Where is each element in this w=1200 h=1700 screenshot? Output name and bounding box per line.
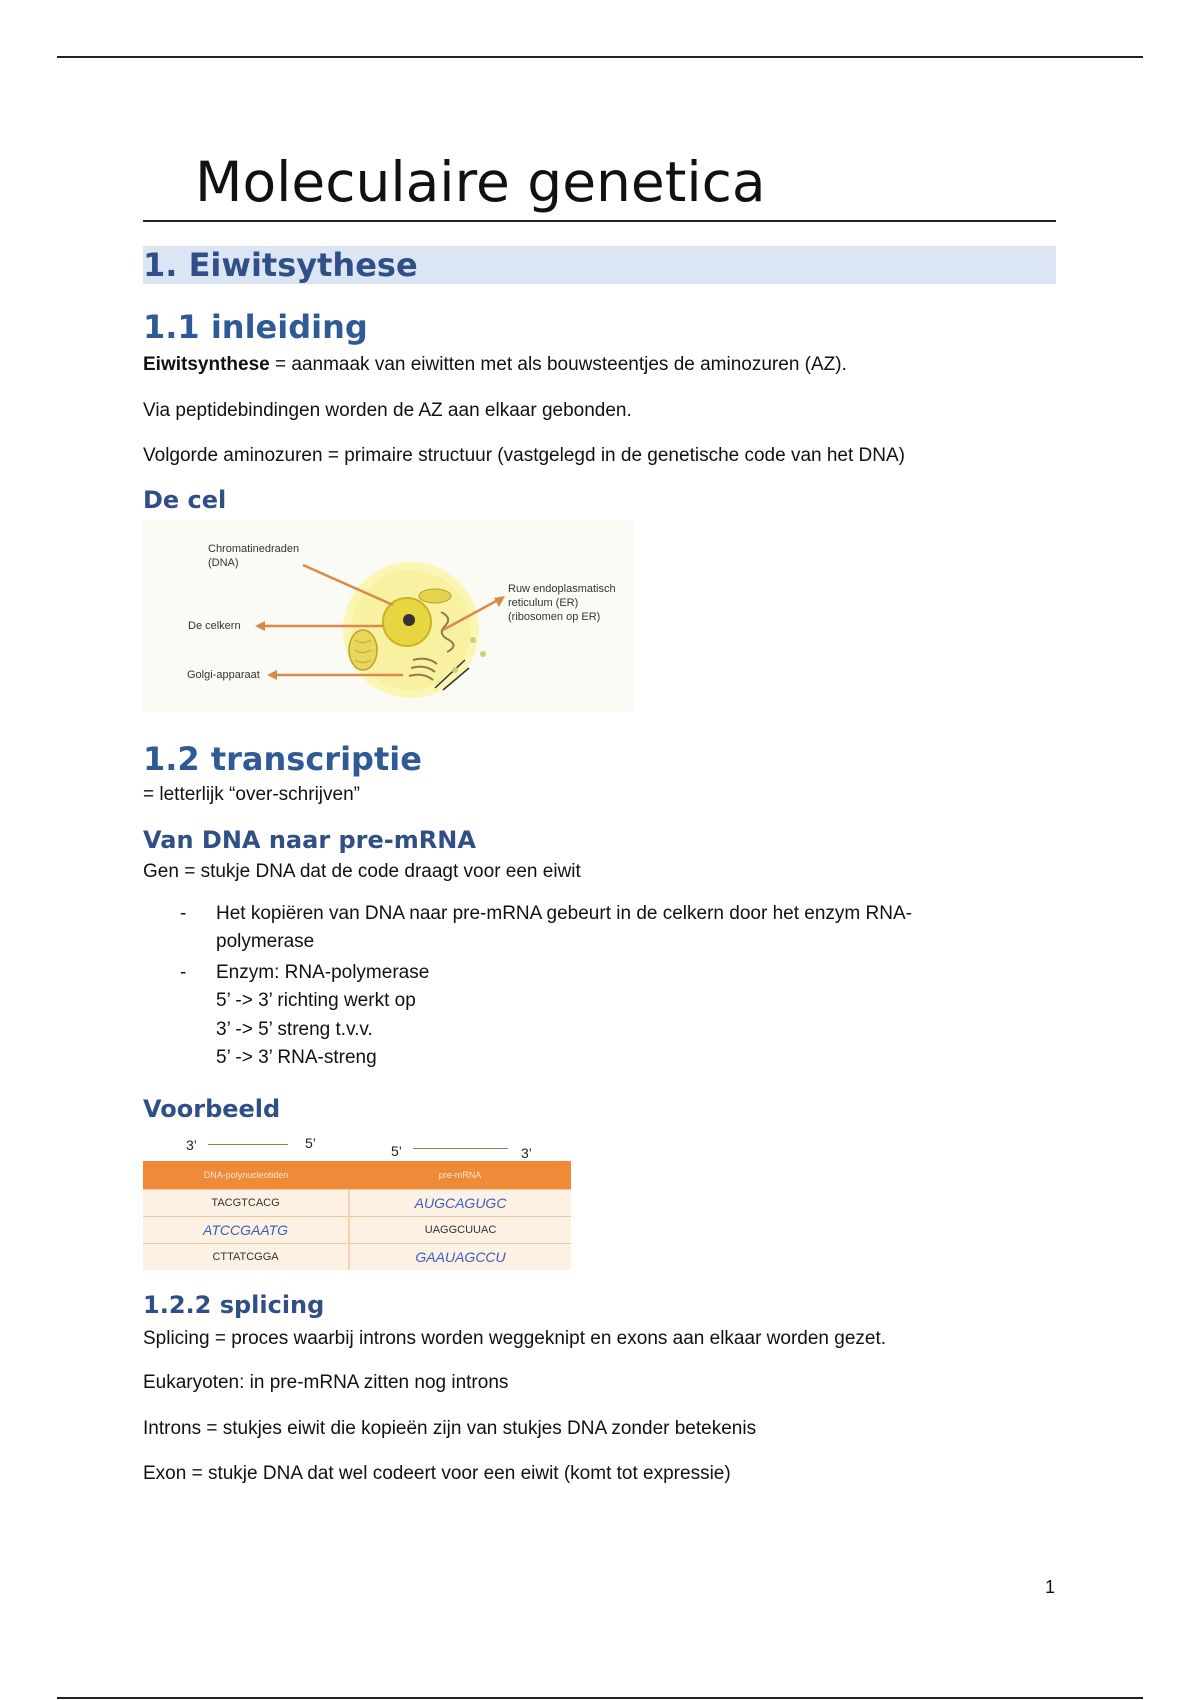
bullet-line: 5’ -> 3’ RNA-streng	[216, 1047, 377, 1068]
label-ruw-er: Ruw endoplasmatisch reticulum (ER) (ribosomen op ER)	[508, 583, 616, 623]
table-cell: UAGGCUUAC	[349, 1217, 571, 1244]
paragraph-eukaryoten: Eukaryoten: in pre-mRNA zitten nog introns	[143, 1372, 509, 1393]
paragraph-gen: Gen = stukje DNA dat de code draagt voor een eiwit	[143, 861, 581, 882]
strand-arrow-right	[413, 1148, 508, 1149]
paragraph-peptidebindingen: Via peptidebindingen worden de AZ aan elkaar gebonden.	[143, 400, 632, 421]
bullet-line: Enzym: RNA-polymerase	[216, 962, 430, 983]
paragraph-introns: Introns = stukjes eiwit die kopieën zijn van stukjes DNA zonder betekenis	[143, 1418, 757, 1439]
paragraph-exon: Exon = stukje DNA dat wel codeert voor een eiwit (komt tot expressie)	[143, 1463, 731, 1484]
table-cell: AUGCAGUGC	[349, 1190, 571, 1217]
table-cell: TACGTCACG	[143, 1190, 349, 1217]
bullet-dash: -	[180, 962, 187, 983]
heading-dna-naar-pre-mrna: Van DNA naar pre-mRNA	[143, 826, 476, 854]
term-eiwitsynthese: Eiwitsynthese	[143, 354, 270, 375]
strand-left-end: 5’	[305, 1135, 316, 1151]
bullet-line: Het kopiëren van DNA naar pre-mRNA gebeurt in de celkern door het enzym RNA-	[216, 903, 912, 924]
table-cell: GAAUAGCCU	[349, 1244, 571, 1271]
section-heading-eiwitsythese: 1. Eiwitsythese	[143, 246, 1056, 284]
table-header-pre-mrna: pre-mRNA	[349, 1161, 571, 1190]
example-figure	[143, 1133, 571, 1268]
label-golgi-apparaat: Golgi-apparaat	[187, 669, 260, 681]
bullet-line: polymerase	[216, 931, 315, 952]
bullet-dash: -	[180, 903, 187, 924]
table-header-dna: DNA-polynucleotiden	[143, 1161, 349, 1190]
title-underline	[143, 220, 1056, 222]
bullet-line: 3’ -> 5’ streng t.v.v.	[216, 1019, 373, 1040]
label-chromatinedraden: Chromatinedraden (DNA)	[208, 543, 300, 569]
heading-inleiding: 1.1 inleiding	[143, 308, 368, 346]
paragraph-primaire-structuur: Volgorde aminozuren = primaire structuur (vastgelegd in de genetische code van het DNA)	[143, 445, 906, 466]
paragraph-splicing: Splicing = proces waarbij introns worden weggeknipt en exons aan elkaar worden gezet.	[143, 1328, 887, 1349]
heading-de-cel: De cel	[143, 486, 227, 514]
heading-splicing: 1.2.2 splicing	[143, 1291, 325, 1319]
paragraph-letterlijk: = letterlijk “over-schrijven”	[143, 784, 360, 805]
table-row	[143, 1217, 571, 1244]
strand-right-end: 3’	[521, 1145, 532, 1161]
table-cell: CTTATCGGA	[143, 1244, 349, 1271]
cell-diagram	[143, 520, 633, 712]
page-bottom-rule	[57, 1697, 1143, 1699]
label-celkern: De celkern	[188, 620, 241, 632]
paragraph-eiwitsynthese	[143, 354, 847, 376]
heading-transcriptie: 1.2 transcriptie	[143, 740, 422, 778]
heading-voorbeeld: Voorbeeld	[143, 1095, 281, 1123]
bullet-line: 5’ -> 3’ richting werkt op	[216, 990, 416, 1011]
page-top-rule	[57, 56, 1143, 58]
page-number: 1	[1045, 1577, 1056, 1597]
table-row	[143, 1190, 571, 1217]
table-cell: ATCCGAATG	[143, 1217, 349, 1244]
example-table	[143, 1161, 571, 1270]
document-title: Moleculaire genetica	[195, 150, 766, 214]
table-row	[143, 1244, 571, 1271]
definition-eiwitsynthese: = aanmaak van eiwitten met als bouwsteentjes de aminozuren (AZ).	[269, 354, 847, 375]
strand-arrow-left	[208, 1144, 288, 1145]
strand-left-start: 3’	[186, 1137, 197, 1153]
strand-right-start: 5’	[391, 1143, 402, 1159]
